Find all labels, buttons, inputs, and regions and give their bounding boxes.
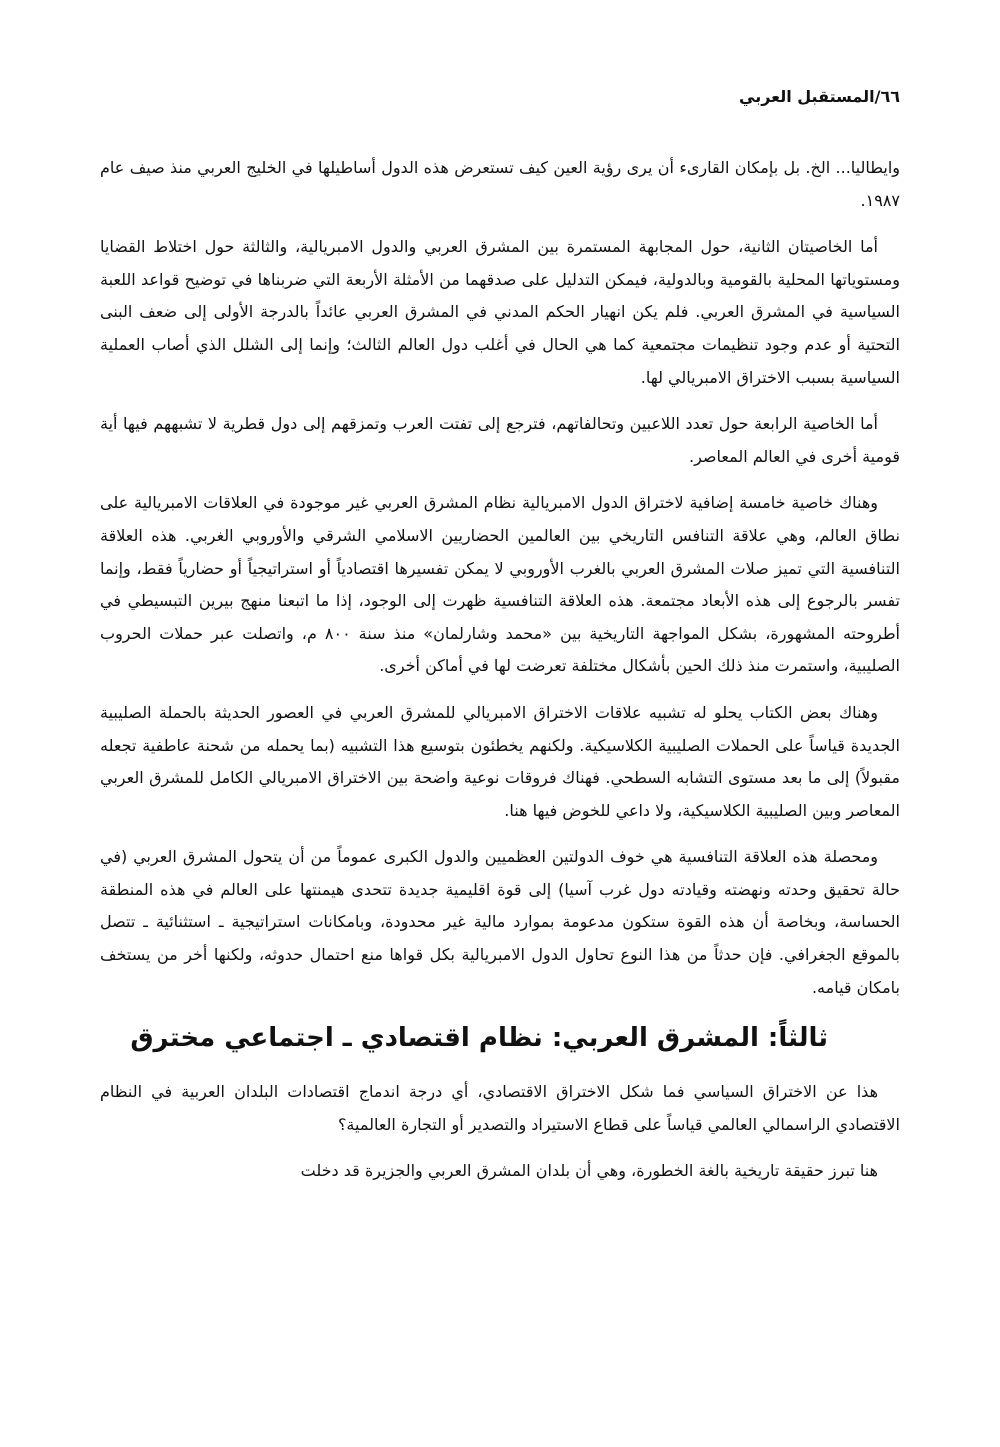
paragraph-2: أما الخاصيتان الثانية، حول المجابهة المستمرة بين المشرق العربي والدول الامبريالية، والثالثة حول اختلاط القضايا ومستوياتها المحلية بالقومية وبالدولية، فيمكن التدليل على صدقهما من الأمثلة الأربعة التي ضربناها في توضيح قواعد اللعبة السياسية في المشرق العربي. فلم يكن انهيار الحكم المدني في المشرق العربي عائداً بالدرجة الأولى إلى ضعف البنى التحتية أو عدم وجود تنظيمات مجتمعية كما هي الحال في أغلب دول العالم الثالث؛ وإنما إلى الشلل الذي أصاب العملية السياسية بسبب الاختراق الامبريالي لها. xyxy=(100,237,900,387)
section-heading: ثالثاً: المشرق العربي: نظام اقتصادي ـ اجتماعي مخترق xyxy=(130,1023,828,1054)
paragraph-1: وايطاليا... الخ. بل بإمكان القارىء أن يرى رؤية العين كيف تستعرض هذه الدول أساطيلها في الخليج العربي منذ صيف عام ١٩٨٧. xyxy=(100,158,900,210)
section-paragraph-2: هنا تبرز حقيقة تاريخية بالغة الخطورة، وهي أن بلدان المشرق العربي والجزيرة قد دخلت xyxy=(300,1161,878,1181)
paragraph-4: وهناك خاصية خامسة إضافية لاختراق الدول الامبريالية نظام المشرق العربي غير موجودة في العلاقات الامبريالية على نطاق العالم، وهي علاقة التنافس التاريخي بين العالمين الحضاريين الاسلامي الشرقي والأوروبي الغربي. هذه العلاقة التنافسية التي تميز صلات المشرق العربي بالغرب الأوروبي لا يمكن تفسيرها اقتصادياً أو استراتيجياً أو حضارياً فقط، وإنما تفسر بالرجوع إلى هذه الأبعاد مجتمعة. هذه العلاقة التنافسية ظهرت إلى الوجود، إذا ما اتبعنا منهج بيرين التبسيطي في أطروحته المشهورة، بشكل المواجهة التاريخية بين «محمد وشارلمان» منذ سنة ٨٠٠ م، واتصلت عبر حملات الحروب الصليبية، واستمرت منذ ذلك الحين بأشكال مختلفة تعرضت لها في أماكن أخرى. xyxy=(100,493,900,676)
running-header: ٦٦/المستقبل العربي xyxy=(739,87,900,106)
paragraph-3: أما الخاصية الرابعة حول تعدد اللاعبين وتحالفاتهم، فترجع إلى تفتت العرب وتمزقهم إلى دول قطرية لا تشبههم فيها أية قومية أخرى في العالم المعاصر. xyxy=(100,414,900,466)
section-paragraph-1: هذا عن الاختراق السياسي فما شكل الاختراق الاقتصادي، أي درجة اندماج اقتصادات البلدان العربية في النظام الاقتصادي الراسمالي العالمي قياساً على قطاع الاستيراد والتصدير أو التجارة العالمية؟ xyxy=(100,1082,900,1134)
paragraph-5: وهناك بعض الكتاب يحلو له تشبيه علاقات الاختراق الامبريالي للمشرق العربي في العصور الحديثة بالحملة الصليبية الجديدة قياساً على الحملات الصليبية الكلاسيكية. ولكنهم يخطئون بتوسيع هذا التشبيه (بما يحمله من شحنة عاطفية تجعله مقبولاً) إلى ما بعد مستوى التشابه السطحي. فهناك فروقات نوعية واضحة بين الاختراق الامبريالي الكامل للمشرق العربي المعاصر وبين الصليبية الكلاسيكية، ولا داعي للخوض فيها هنا. xyxy=(100,702,900,820)
paragraph-6: ومحصلة هذه العلاقة التنافسية هي خوف الدولتين العظميين والدول الكبرى عموماً من أن يتحول المشرق العربي (في حالة تحقيق وحدته ونهضته وقيادته دول غرب آسيا) إلى قوة اقليمية جديدة تتحدى هيمنتها على العالم في هذه المنطقة الحساسة، وبخاصة أن هذه القوة ستكون مدعومة بموارد مالية غير محدودة، وبامكانات استراتيجية ـ استثنائية ـ تتصل بالموقع الجغرافي. فإن حدثاً من هذا النوع تحاول الدول الامبريالية بكل قواها منع احتمال حدوثه، ولكنها أخر من يستخف بامكان قيامه. xyxy=(100,847,900,997)
body-text xyxy=(100,152,900,1202)
